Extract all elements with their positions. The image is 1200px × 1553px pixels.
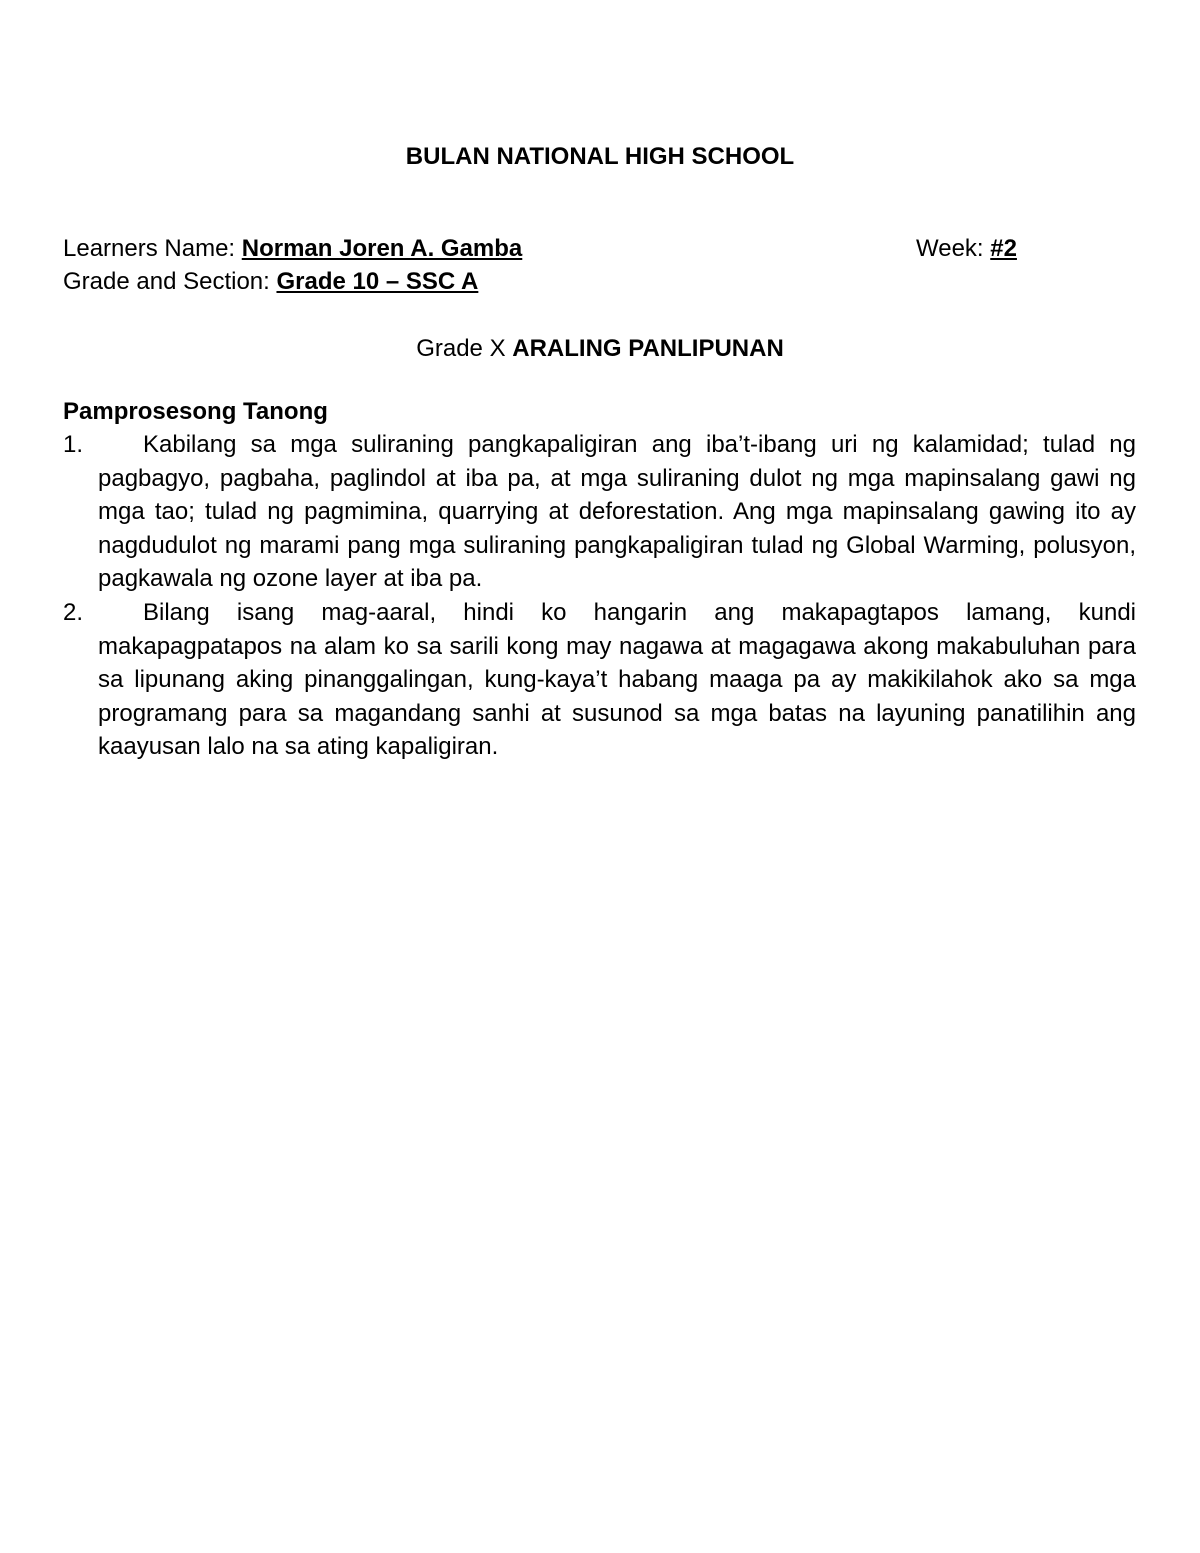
week-label: Week:	[916, 235, 991, 262]
school-title: BULAN NATIONAL HIGH SCHOOL	[405, 143, 795, 170]
subject-title	[0, 333, 1200, 365]
learner-name-label: Learners Name:	[63, 235, 242, 262]
week-row	[916, 233, 1017, 265]
answer-list	[63, 428, 1136, 764]
answer-item	[63, 596, 1136, 764]
answer-number: 2.	[63, 598, 84, 626]
answer-number: 1.	[63, 431, 84, 458]
subject-name: ARALING PANLIPUNAN	[512, 335, 784, 362]
answer-text: Bilang isang mag-aaral, hindi ko hangarin ang makapagtapos lamang, kundi makapagpatapos na alam ko sa sarili kong may nagawa at magagawa akong makabuluhan para sa lipunang aking pinanggalingan, kung-kaya’t habang maaga pa ay makikilahok ako sa mga programang para sa magandang sanhi at susunod sa mga batas na layuning panatilihin ang kaayusan lalo na sa ating kapaligiran.	[98, 598, 1136, 761]
section-heading: Pamprosesong Tanong	[63, 398, 328, 425]
grade-section-label: Grade and Section:	[63, 268, 277, 295]
grade-section-value: Grade 10 – SSC A	[276, 268, 479, 295]
answer-text: Kabilang sa mga suliraning pangkapaligiran ang iba’t-ibang uri ng kalamidad; tulad ng pagbagyo, pagbaha, paglindol at iba pa, at mga suliraning dulot ng mga mapinsalang gawi ng mga tao; tulad ng pagmimina, quarrying at deforestation. Ang mga mapinsalang gawing ito ay nagdudulot ng marami pang mga suliraning pangkapaligiran tulad ng Global Warming, polusyon, pagkawala ng ozone layer at iba pa.	[98, 431, 1136, 593]
answer-item	[63, 428, 1136, 596]
learner-name-row	[63, 233, 522, 265]
subject-prefix: Grade X	[416, 335, 513, 362]
learner-name-value: Norman Joren A. Gamba	[241, 235, 523, 262]
week-value: #2	[990, 235, 1017, 262]
grade-section-row	[63, 266, 478, 298]
